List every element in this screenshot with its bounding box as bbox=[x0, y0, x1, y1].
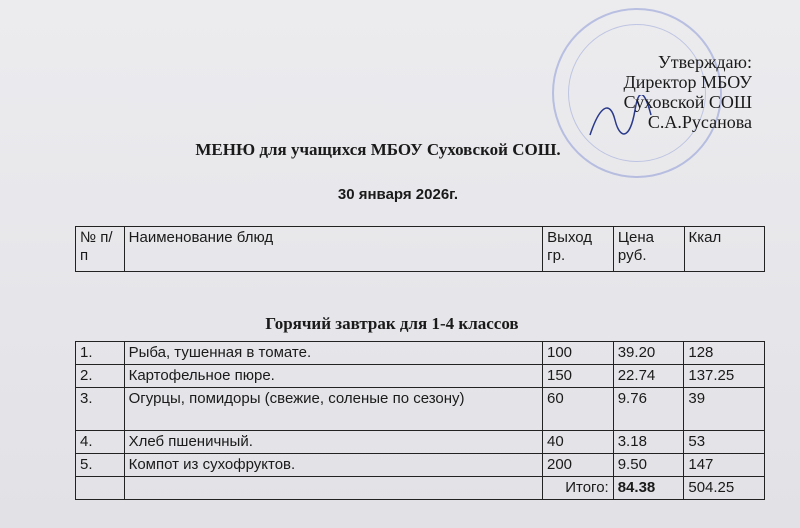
header-price: Цена руб. bbox=[613, 227, 684, 272]
approval-line-2: Директор МБОУ bbox=[623, 72, 752, 92]
item-kcal: 39 bbox=[684, 388, 765, 431]
table-row bbox=[76, 431, 765, 454]
approval-line-3: Суховской СОШ bbox=[623, 92, 752, 112]
item-num: 3. bbox=[76, 388, 125, 431]
page-title: МЕНЮ для учащихся МБОУ Суховской СОШ. bbox=[195, 140, 561, 159]
item-price: 39.20 bbox=[613, 342, 684, 365]
menu-date: 30 января 2026г. bbox=[337, 186, 459, 203]
header-num: № п/п bbox=[76, 227, 125, 272]
table-row bbox=[76, 365, 765, 388]
total-row bbox=[76, 477, 765, 500]
header-row bbox=[76, 227, 765, 272]
item-num: 1. bbox=[76, 342, 125, 365]
total-empty-num bbox=[76, 477, 125, 500]
table-row bbox=[76, 342, 765, 365]
food-table bbox=[75, 341, 765, 500]
approval-line-4: С.А.Русанова bbox=[647, 112, 752, 132]
item-price: 9.50 bbox=[613, 454, 684, 477]
item-output: 60 bbox=[543, 388, 614, 431]
table-row bbox=[76, 388, 765, 431]
item-num: 4. bbox=[76, 431, 125, 454]
item-output: 150 bbox=[543, 365, 614, 388]
item-kcal: 128 bbox=[684, 342, 765, 365]
item-output: 40 bbox=[543, 431, 614, 454]
item-price: 9.76 bbox=[613, 388, 684, 431]
item-kcal: 147 bbox=[684, 454, 765, 477]
item-num: 2. bbox=[76, 365, 125, 388]
section-title: Горячий завтрак для 1-4 классов bbox=[265, 314, 519, 333]
total-kcal: 504.25 bbox=[684, 477, 765, 500]
item-kcal: 137.25 bbox=[684, 365, 765, 388]
header-name: Наименование блюд bbox=[124, 227, 543, 272]
item-name: Рыба, тушенная в томате. bbox=[124, 342, 542, 365]
approval-block bbox=[624, 52, 753, 132]
header-table bbox=[75, 226, 765, 272]
item-name: Картофельное пюре. bbox=[124, 365, 542, 388]
item-output: 100 bbox=[543, 342, 614, 365]
approval-line-1: Утверждаю: bbox=[657, 52, 752, 72]
header-output: Выход гр. bbox=[543, 227, 614, 272]
item-price: 22.74 bbox=[613, 365, 684, 388]
total-label: Итого: bbox=[543, 477, 614, 500]
header-kcal: Ккал bbox=[684, 227, 764, 272]
item-name: Огурцы, помидоры (свежие, соленые по сезону) bbox=[124, 388, 542, 431]
item-kcal: 53 bbox=[684, 431, 765, 454]
total-price: 84.38 bbox=[613, 477, 684, 500]
item-output: 200 bbox=[543, 454, 614, 477]
item-price: 3.18 bbox=[613, 431, 684, 454]
item-num: 5. bbox=[76, 454, 125, 477]
table-row bbox=[76, 454, 765, 477]
item-name: Хлеб пшеничный. bbox=[124, 431, 542, 454]
total-empty-name bbox=[124, 477, 542, 500]
item-name: Компот из сухофруктов. bbox=[124, 454, 542, 477]
